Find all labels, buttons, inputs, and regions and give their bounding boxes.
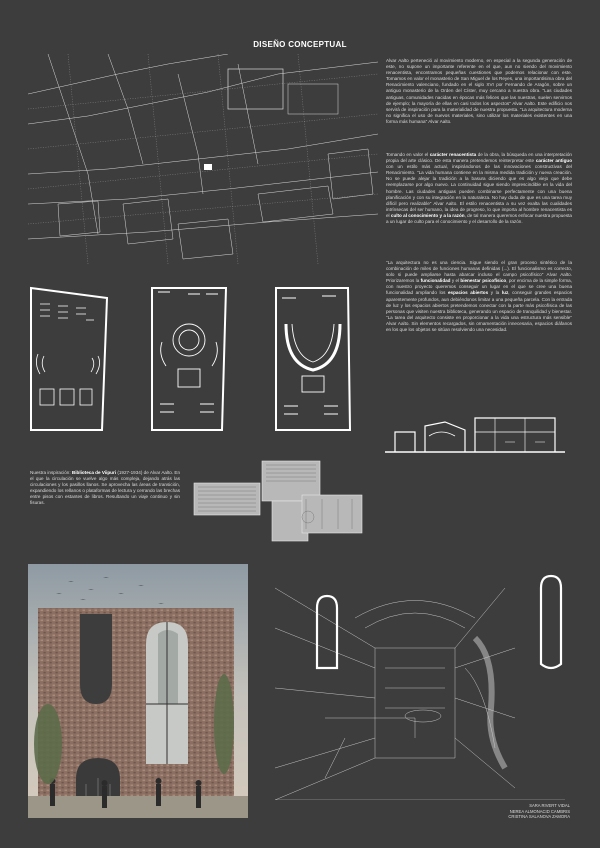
interior-perspective-sketch	[265, 568, 575, 800]
intro-paragraph: Alvar Aalto perteneció al movimiento moderno, en especial a la segunda generación de este, no supone un importante referente en el que, aun no siendo del movimiento renacentista, encontramos pequeñas cuestiones que podemos relacionar con este. Tomamos en valor el monasterio de San Miguel de los Reyes, una importantísima obra del Renacimiento valenciano, fundado en el siglo XVI por Fernando de Aragón, sobre un antiguo monasterio de la Orden del Císter, muy cercano a nuestra obra. "Las ciudades antiguas, comunidades nacidas en épocas más felices que las nuestras, suelen servirnos de ejemplo; la mayoría de ellas en casi todos los aspectos" Alvar Aalto. Este edificio nos servirá de inspiración para la materialidad de nuestra propuesta. "La arquitectura moderna no significa el uso de nuevos materiales, sino utilizar los materiales existentes en una forma más humana" Alvar Aalto.	[386, 58, 572, 124]
author-1: SARA RIVERT VIDAL	[529, 803, 570, 809]
renaissance-paragraph: Tomando en valor el carácter renacentista de la obra, la búsqueda en una interpretación propia del arte clásico. De esta manera pretendemos reinterpretar este carácter antiguo con un estilo más actual, inspirándonos de las innovaciones constructivas del Renacimiento. "La vida humana contiene en la misma medida tradición y nueva creación. No se puede alejar la tradición a la basura diciendo que es algo viejo que debe reemplazarse por algo nuevo. La continuidad sigue siendo imprescindible en la vida del hombre. Las ciudades antiguas pueden combinarse perfectamente con una buena planificación y con su integración en la naturaleza. No hay duda de que es una tarea muy difícil pero realizable" Alvar Aalto. El estilo renacentista a su vez exalta las cualidades intrínsecas del ser humano, la idea de progreso, lo que importa al hombre renacentista es el culto al conocimiento y a la razón, de tal manera queremos enfocar nuestra propuesta a un lugar de culto para el conocimiento y el desarrollo de la razón.	[386, 152, 572, 225]
credits	[508, 803, 570, 820]
author-2: NEREA ALMONACID CAMBRIS	[509, 808, 570, 814]
inspiration-paragraph: Nuestra inspiración: Biblioteca de Viipuri (1927-1934) de Alvar Aalto. En el que la circulación se vuelve algo más compleja, dejando atrás las circulaciones y los pasillos llanos. Se aprovecha las áreas de transición, expandiendo los rellanos o plataformas de lectura y cerrando las brechas entre pisos con estantes de libros. Resultando un viaje continuo y sin fisuras.	[30, 470, 181, 506]
viipuri-library-plan	[192, 455, 364, 547]
author-3: CRISTINA SALANOVA ZAMORA	[508, 814, 570, 820]
floor-plan-3	[272, 284, 354, 434]
floor-plan-2	[148, 284, 230, 434]
facade-render	[28, 564, 248, 818]
section-sketch	[385, 408, 565, 460]
functionalism-paragraph: "La arquitectura no es una ciencia. Sigue siendo el gran proceso sintético de la combinación de miles de funciones humanas definidas (...). El funcionalismo es correcto, solo si puede ampliarse hasta abarcar incluso el campo psicofísico" Alvar Aalto. Priorizaremos la funcionalidad y el bienestar psicofísico, por encima de la simple forma, con nuestro proyecto queremos conseguir un lugar en el que se cree una buena funcionalidad ampliando los espacios abiertos y la luz, conseguir grandes espacios aparentemente profundos, aun debiéndonos limitar a una pequeña parcela. Con la entrada de luz y los espacios abiertos pretendemos conectar con la parte más psicofísica de las personas que visiten nuestra biblioteca, generando un espacio de tranquilidad y bienestar. "La tarea del arquitecto consiste en proporcionar a la vida una estructura más sensible" Alvar Aalto. Sin elementos recargados, sin ornamentación innecesaria, espacios diáfanos en los que los objetos se sitúan resolviendo una necesidad.	[386, 260, 573, 333]
page-title: DISEÑO CONCEPTUAL	[253, 40, 347, 49]
urban-plan-map	[28, 54, 378, 264]
floor-plan-1	[28, 284, 110, 434]
